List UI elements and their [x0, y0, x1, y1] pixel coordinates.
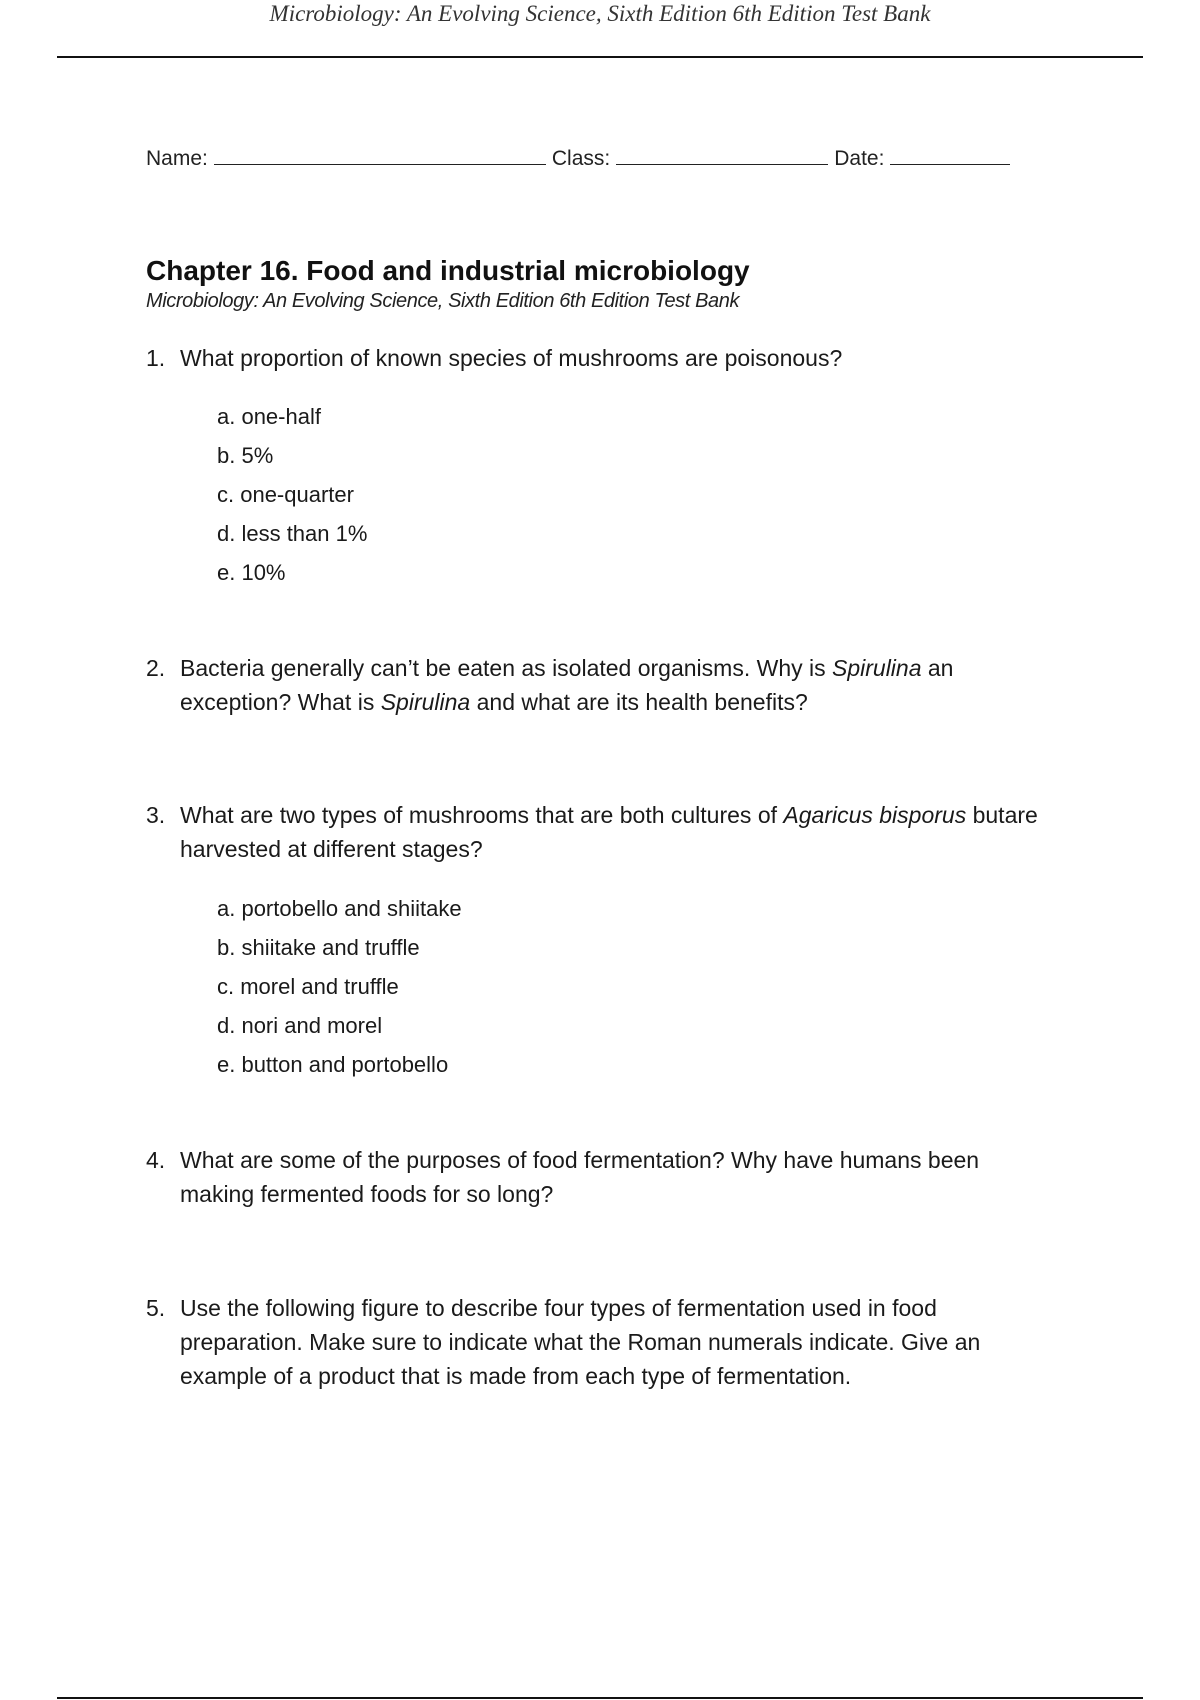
question-text: [180, 798, 1050, 866]
species-name: Agaricus bisporus: [783, 802, 967, 828]
organism-name: Spirulina: [832, 655, 922, 681]
question-text-part: What are two types of mushrooms that are both cultures of: [180, 802, 784, 828]
date-blank: [890, 144, 1010, 165]
question-text: Use the following figure to describe four types of fermentation used in food preparation. Make sure to indicate what the Roman numerals indicate. Give an example of a product that is made from each type of fermentation.: [180, 1295, 981, 1389]
choice-a: a. portobello and shiitake: [217, 896, 462, 921]
question-2: [146, 651, 1046, 719]
choice-b: b. shiitake and truffle: [217, 935, 420, 960]
question-number: 1.: [146, 345, 166, 371]
chapter-title: Chapter 16. Food and industrial microbiology: [146, 255, 750, 286]
choice-e: e. button and portobello: [217, 1052, 449, 1077]
question-4: [146, 1143, 1046, 1211]
question-number: 3.: [146, 802, 166, 828]
question-1-choices: [217, 397, 367, 592]
question-text-part: Bacteria generally can’t be eaten as isolated organisms. Why is: [180, 655, 832, 681]
choice-d: d. less than 1%: [217, 521, 368, 546]
name-blank: [214, 144, 546, 165]
question-text-part: and what are its health benefits?: [470, 689, 808, 715]
footer-rule: [57, 1697, 1143, 1699]
question-1: [146, 341, 1046, 375]
choice-a: a. one-half: [217, 404, 321, 429]
name-label: Name:: [146, 147, 208, 170]
question-text: What are some of the purposes of food fermentation? Why have humans been making fermented foods for so long?: [180, 1147, 980, 1207]
question-text: [180, 651, 1050, 719]
choice-d: d. nori and morel: [217, 1013, 383, 1038]
choice-e: e. 10%: [217, 560, 286, 585]
organism-name: Spirulina: [380, 689, 471, 715]
choice-b: b. 5%: [217, 443, 274, 468]
question-number: 2.: [146, 655, 166, 681]
chapter-subtitle: Microbiology: An Evolving Science, Sixth Edition 6th Edition Test Bank: [146, 290, 740, 312]
question-5: [146, 1291, 1046, 1393]
question-text-part: butare harvested at different stages?: [180, 802, 1038, 862]
question-text-part: an exception? What is: [180, 655, 954, 715]
question-3: [146, 798, 1046, 866]
question-3-choices: [217, 889, 462, 1084]
choice-c: c. morel and truffle: [217, 974, 399, 999]
question-text: What proportion of known species of mushrooms are poisonous?: [180, 345, 843, 371]
date-label: Date:: [834, 147, 885, 170]
header-rule: [57, 56, 1143, 58]
running-header: Microbiology: An Evolving Science, Sixth Edition 6th Edition Test Bank: [269, 1, 931, 26]
choice-c: c. one-quarter: [217, 482, 354, 507]
class-label: Class:: [551, 147, 611, 170]
question-number: 5.: [146, 1295, 166, 1321]
question-number: 4.: [146, 1147, 166, 1173]
class-blank: [616, 144, 828, 165]
student-info-line: [146, 144, 1010, 173]
